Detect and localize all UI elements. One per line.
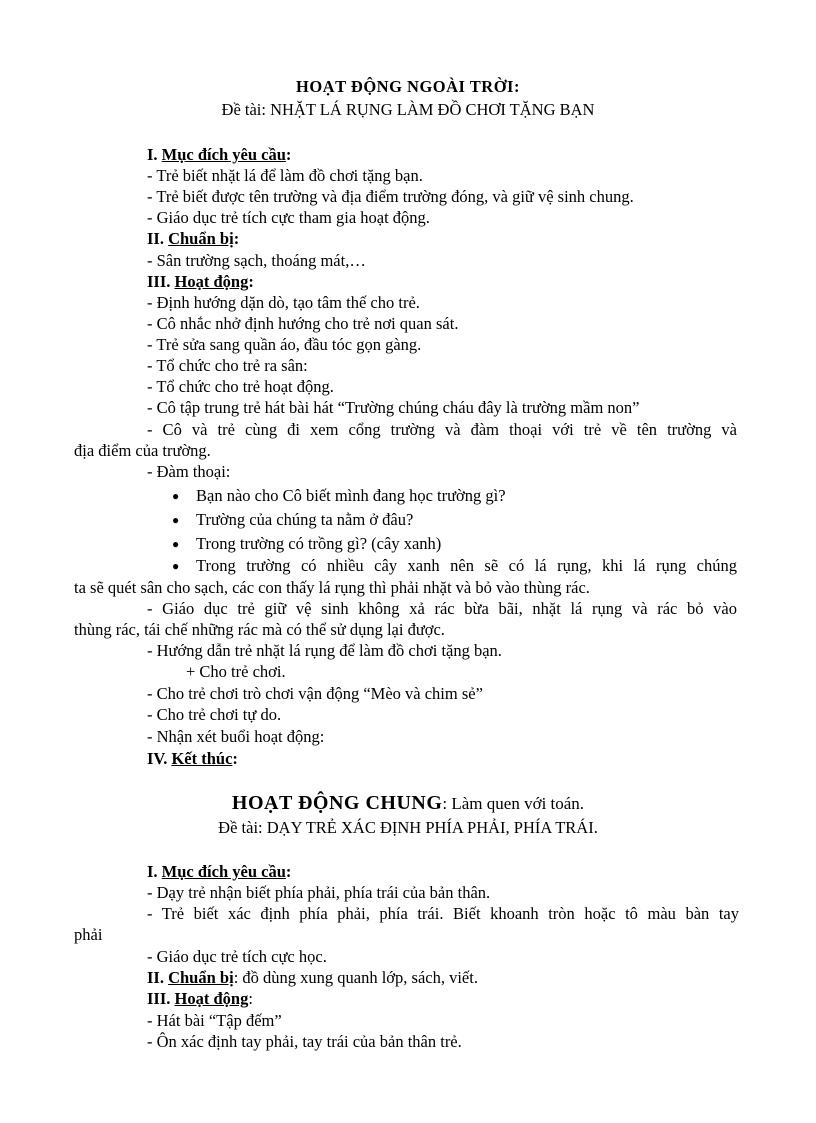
list-item: - Giáo dục trẻ tích cực học.: [147, 947, 327, 966]
list-item: Bạn nào cho Cô biết mình đang học trường gì?: [196, 486, 506, 505]
section1-title: HOẠT ĐỘNG NGOÀI TRỜI:: [296, 77, 520, 96]
list-item: - Dạy trẻ nhận biết phía phải, phía trái của bản thân.: [147, 883, 491, 902]
list-item: - Tổ chức cho trẻ hoạt động.: [147, 377, 334, 396]
paragraph-line: phải: [74, 925, 103, 944]
list-item: - Ôn xác định tay phải, tay trái của bản thân trẻ.: [147, 1032, 462, 1051]
section1-prep-heading: II. Chuẩn bị:: [147, 229, 240, 248]
list-item: Trong trường có nhiều cây xanh nên sẽ có lá rụng, khi lá rụng chúng: [196, 556, 737, 575]
section1-end-heading: IV. Kết thúc:: [147, 749, 238, 768]
section2-purpose-heading: I. Mục đích yêu cầu:: [147, 862, 292, 881]
list-item: - Cho trẻ chơi trò chơi vận động “Mèo và chim sẻ”: [147, 684, 483, 703]
section2-subtitle: Đề tài: DẠY TRẺ XÁC ĐỊNH PHÍA PHẢI, PHÍA TRÁI.: [218, 818, 598, 837]
list-item: - Hát bài “Tập đếm”: [147, 1011, 282, 1030]
list-item: - Trẻ sửa sang quần áo, đầu tóc gọn gàng.: [147, 335, 422, 354]
section1-purpose-heading: I. Mục đích yêu cầu:: [147, 145, 292, 164]
bullet-icon: ●: [172, 489, 180, 503]
bullet-icon: ●: [172, 513, 180, 527]
paragraph-line: - Giáo dục trẻ giữ vệ sinh không xả rác bừa bãi, nhặt lá rụng và rác bỏ vào: [147, 599, 737, 618]
dialog-label: - Đàm thoại:: [147, 462, 231, 481]
section2-prep-heading: II. Chuẩn bị: đồ dùng xung quanh lớp, sách, viết.: [147, 968, 478, 987]
section2-activity-heading: III. Hoạt động:: [147, 989, 253, 1008]
bullet-icon: ●: [172, 559, 180, 573]
list-item: - Định hướng dặn dò, tạo tâm thế cho trẻ.: [147, 293, 420, 312]
list-item: Trường của chúng ta nằm ở đâu?: [196, 510, 414, 529]
list-item: Trong trường có trồng gì? (cây xanh): [196, 534, 442, 553]
bullet-icon: ●: [172, 537, 180, 551]
list-item: - Trẻ biết xác định phía phải, phía trái. Biết khoanh tròn hoặc tô màu bàn tay: [147, 904, 739, 923]
list-item: - Tổ chức cho trẻ ra sân:: [147, 356, 308, 375]
paragraph-line: ta sẽ quét sân cho sạch, các con thấy lá rụng thì phải nhặt và bỏ vào thùng rác.: [74, 578, 590, 597]
list-item: - Nhận xét buổi hoạt động:: [147, 727, 325, 746]
list-item: + Cho trẻ chơi.: [186, 662, 286, 681]
section1-activity-heading: III. Hoạt động:: [147, 272, 254, 291]
section1-subtitle: Đề tài: NHẶT LÁ RỤNG LÀM ĐỒ CHƠI TẶNG BẠN: [221, 100, 595, 119]
list-item: - Trẻ biết được tên trường và địa điểm trường đóng, và giữ vệ sinh chung.: [147, 187, 634, 206]
list-item: - Giáo dục trẻ tích cực tham gia hoạt động.: [147, 208, 430, 227]
paragraph-line: - Cô và trẻ cùng đi xem cổng trường và đàm thoại với trẻ về tên trường và: [147, 420, 737, 439]
list-item: - Trẻ biết nhặt lá để làm đồ chơi tặng bạn.: [147, 166, 423, 185]
paragraph-line: địa điểm của trường.: [74, 441, 211, 460]
list-item: - Cho trẻ chơi tự do.: [147, 705, 282, 724]
list-item: - Hướng dẫn trẻ nhặt lá rụng để làm đồ chơi tặng bạn.: [147, 641, 502, 660]
list-item: - Cô nhắc nhở định hướng cho trẻ nơi quan sát.: [147, 314, 459, 333]
paragraph-line: thùng rác, tái chế những rác mà có thể sử dụng lại được.: [74, 620, 445, 639]
list-item: - Cô tập trung trẻ hát bài hát “Trường chúng cháu đây là trường mầm non”: [147, 398, 640, 417]
section2-title: HOẠT ĐỘNG CHUNG: Làm quen với toán.: [231, 792, 585, 814]
list-item: - Sân trường sạch, thoáng mát,…: [147, 251, 366, 270]
